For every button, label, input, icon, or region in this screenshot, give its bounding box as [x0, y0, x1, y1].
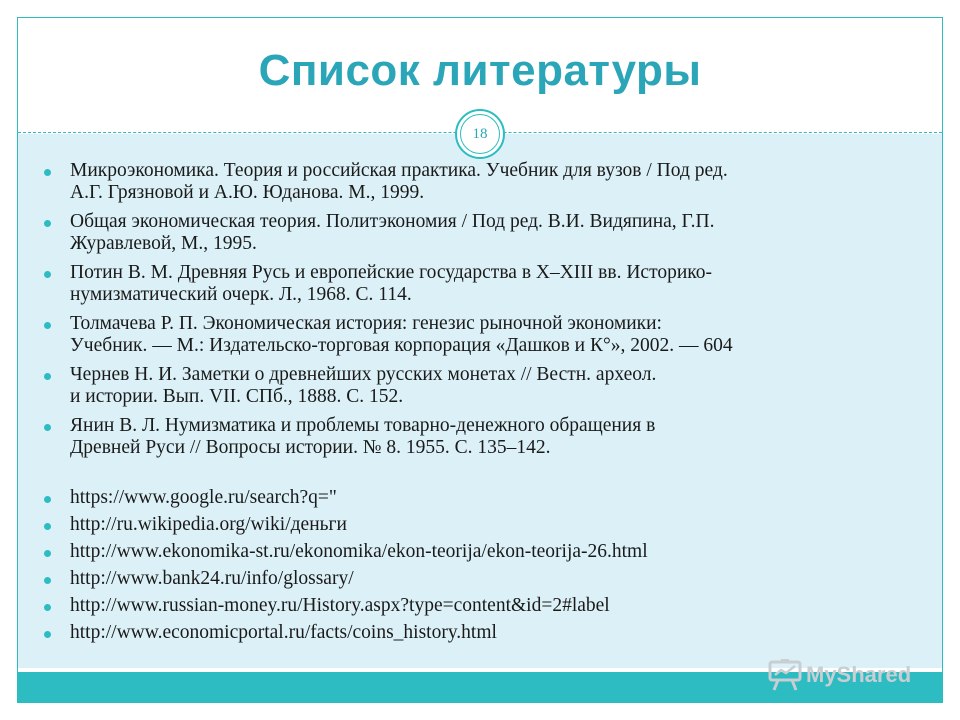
link-item[interactable]: [40, 514, 920, 536]
slide-title: Список литературы: [258, 46, 702, 95]
bullet-icon: [44, 550, 51, 557]
bullet-icon: [44, 604, 51, 611]
reference-line-1: Чернев Н. И. Заметки о древнейших русских монетах // Вестн. археол.: [70, 364, 657, 385]
reference-line-2: и истории. Вып. VII. СПб., 1888. С. 152.: [70, 386, 404, 407]
reference-line-1: Янин В. Л. Нумизматика и проблемы товарно-денежного обращения в: [70, 415, 656, 436]
reference-line-2: А.Г. Грязновой и А.Ю. Юданова. М., 1999.: [70, 182, 425, 203]
bullet-icon: [44, 496, 51, 503]
reference-line-2: Древней Руси // Вопросы истории. № 8. 1955. С. 135–142.: [70, 437, 551, 458]
presentation-board-icon: [768, 659, 802, 691]
link-text[interactable]: http://www.russian-money.ru/History.aspx?type=content&id=2#label: [70, 595, 610, 616]
reference-item: [40, 160, 920, 204]
link-list: [40, 487, 920, 649]
link-item[interactable]: [40, 487, 920, 509]
bullet-icon: [44, 271, 51, 278]
link-item[interactable]: [40, 622, 920, 644]
page-number: 18: [460, 114, 500, 154]
bullet-icon: [44, 523, 51, 530]
reference-line-2: Учебник. — М.: Издательско-торговая корпорация «Дашков и К°», 2002. — 604: [70, 335, 733, 356]
reference-item: [40, 313, 920, 357]
reference-line-2: Журавлевой, М., 1995.: [70, 233, 257, 254]
link-item[interactable]: [40, 568, 920, 590]
reference-item: [40, 364, 920, 408]
bullet-icon: [44, 577, 51, 584]
link-item[interactable]: [40, 595, 920, 617]
reference-item: [40, 211, 920, 255]
reference-list: [40, 160, 920, 466]
link-item[interactable]: [40, 541, 920, 563]
watermark: [768, 658, 911, 692]
link-text[interactable]: http://ru.wikipedia.org/wiki/деньги: [70, 514, 347, 535]
reference-item: [40, 262, 920, 306]
link-text[interactable]: https://www.google.ru/search?q=": [70, 487, 337, 508]
bullet-icon: [44, 322, 51, 329]
reference-line-1: Общая экономическая теория. Политэкономия / Под ред. В.И. Видяпина, Г.П.: [70, 211, 715, 232]
watermark-text: MyShared: [806, 662, 912, 687]
bullet-icon: [44, 373, 51, 380]
reference-line-1: Потин В. М. Древняя Русь и европейские государства в X–XIII вв. Историко-: [70, 262, 712, 283]
reference-line-2: нумизматический очерк. Л., 1968. С. 114.: [70, 284, 412, 305]
bullet-icon: [44, 424, 51, 431]
bullet-icon: [44, 631, 51, 638]
reference-line-1: Микроэкономика. Теория и российская практика. Учебник для вузов / Под ред.: [70, 160, 728, 181]
bullet-icon: [44, 169, 51, 176]
reference-item: [40, 415, 920, 459]
bullet-icon: [44, 220, 51, 227]
reference-line-1: Толмачева Р. П. Экономическая история: генезис рыночной экономики:: [70, 313, 662, 334]
link-text[interactable]: http://www.economicportal.ru/facts/coins_history.html: [70, 622, 497, 643]
link-text[interactable]: http://www.bank24.ru/info/glossary/: [70, 568, 354, 589]
link-text[interactable]: http://www.ekonomika-st.ru/ekonomika/ekon-teorija/ekon-teorija-26.html: [70, 541, 648, 562]
page-number-badge: [455, 109, 505, 159]
